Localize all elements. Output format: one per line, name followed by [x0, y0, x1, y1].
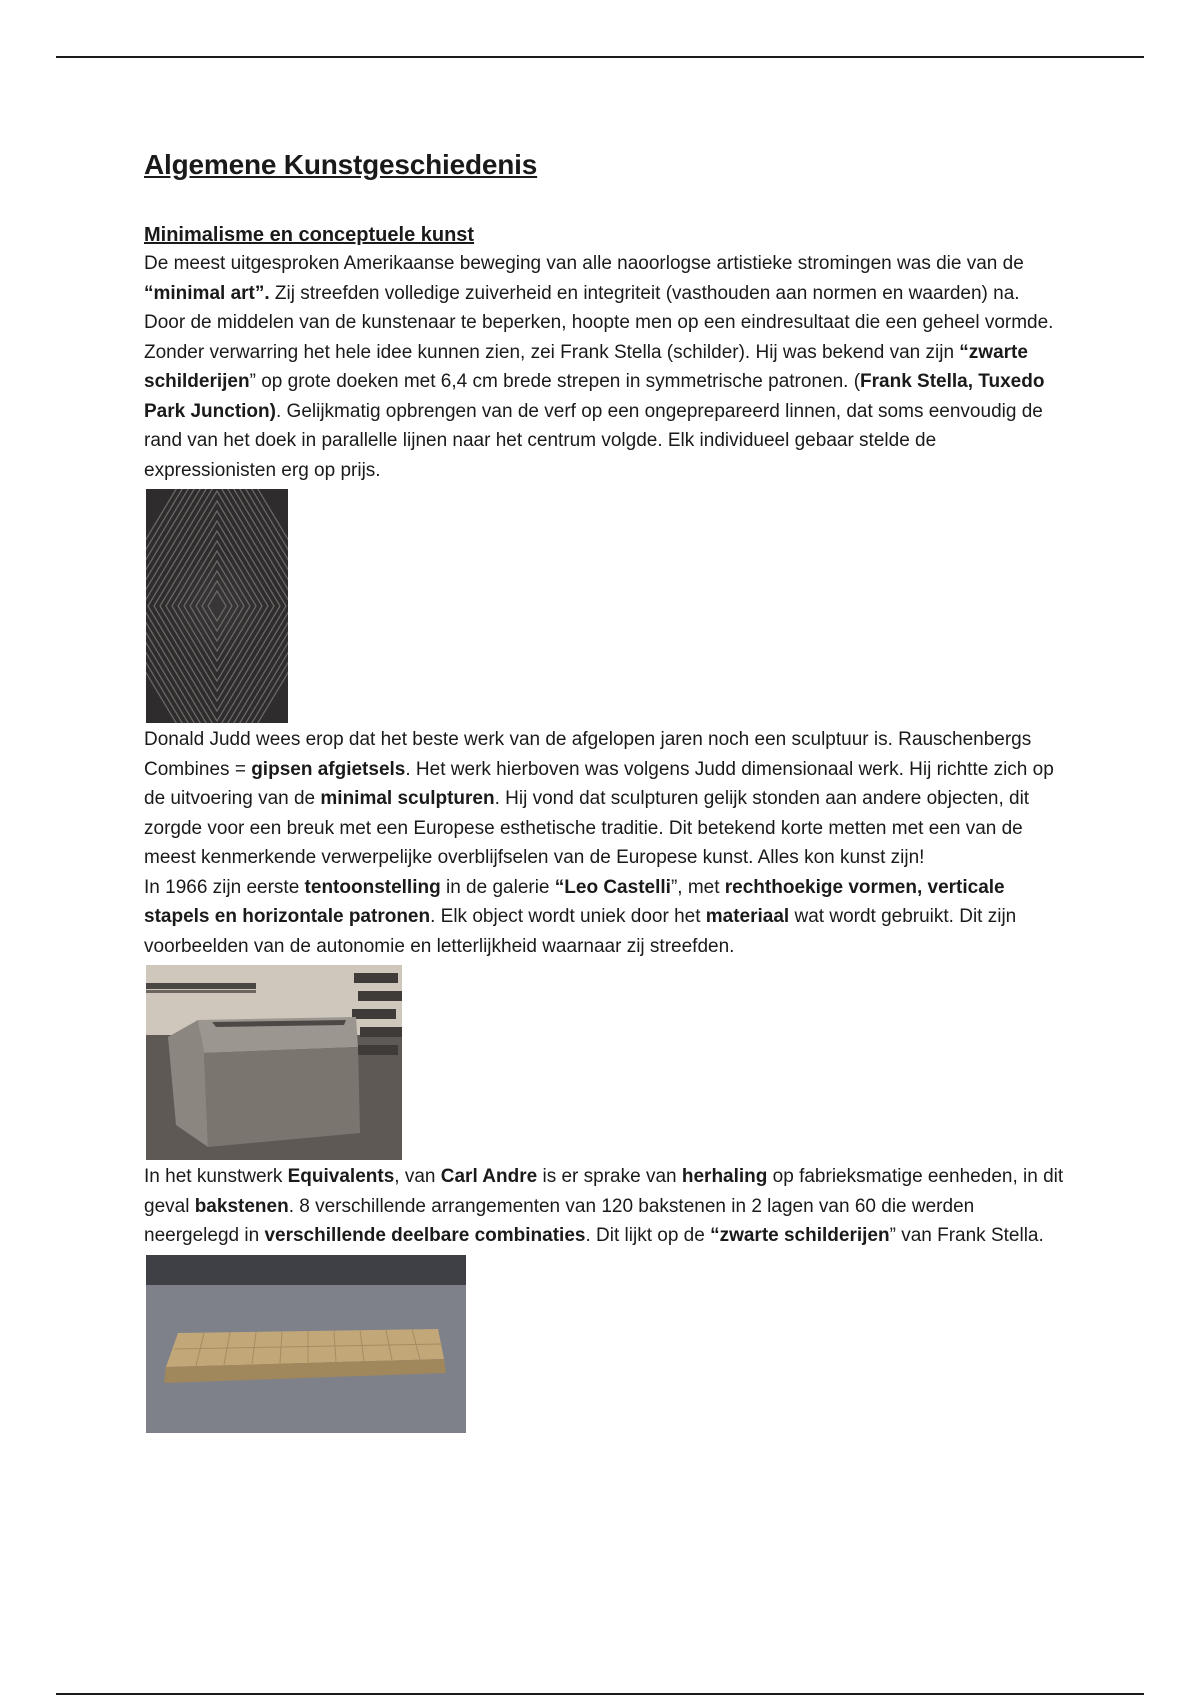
stella-black-painting-image — [146, 489, 288, 723]
footer-rule — [56, 1693, 1144, 1695]
paragraph-donald-judd: Donald Judd wees erop dat het beste werk van de afgelopen jaren noch een sculptuur is. Rauschenbergs Combines = gipsen afgietsels. Het werk hierboven was volgens Judd dimensionaal werk. Hij richtte zich op de uitvoering van de minimal sculpturen. Hij vond dat sculpturen gelijk stonden aan andere objecten, dit zorgde voor een breuk met een Europese esthetische traditie. Dit betekend korte metten met een van de meest kenmerkende verwerpelijke overblijfselen van de Europese kunst. Alles kon kunst zijn! — [144, 729, 1054, 868]
document-body — [144, 145, 1064, 1435]
document-title: Algemene Kunstgeschiedenis — [144, 149, 538, 180]
paragraph-minimal-art: De meest uitgesproken Amerikaanse beweging van alle naoorlogse artistieke stromingen was die van de “minimal art”. Zij streefden volledige zuiverheid en integriteit (vasthouden aan normen en waarden) na. Door de middelen van de kunstenaar te beperken, hoopte men op een eindresultaat die een geheel vormde. Zonder verwarring het hele idee kunnen zien, zei Frank Stella (schilder). Hij was bekend van zijn “zwarte schilderijen” op grote doeken met 6,4 cm brede strepen in symmetrische patronen. (Frank Stella, Tuxedo Park Junction). Gelijkmatig opbrengen van de verf op een ongeprepareerd linnen, dat soms eenvoudig de rand van het doek in parallelle lijnen naar het centrum volgde. Elk individueel gebaar stelde de expressionisten erg op prijs. — [144, 253, 1054, 481]
andre-equivalents-image — [146, 1255, 466, 1433]
paragraph-leo-castelli: In 1966 zijn eerste tentoonstelling in de galerie “Leo Castelli”, met rechthoekige vormen, verticale stapels en horizontale patronen. Elk object wordt uniek door het materiaal wat wordt gebruikt. Dit zijn voorbeelden van de autonomie en letterlijkheid waarnaar zij streefden. — [144, 876, 1017, 957]
judd-box-sculpture-image — [146, 965, 402, 1160]
section-heading: Minimalisme en conceptuele kunst — [144, 224, 475, 246]
paragraph-carl-andre: In het kunstwerk Equivalents, van Carl Andre is er sprake van herhaling op fabrieksmatige eenheden, in dit geval bakstenen. 8 verschillende arrangementen van 120 bakstenen in 2 lagen van 60 die werden neergelegd in verschillende deelbare combinaties. Dit lijkt op de “zwarte schilderijen” van Frank Stella. — [144, 1166, 1064, 1246]
header-rule — [56, 56, 1144, 58]
